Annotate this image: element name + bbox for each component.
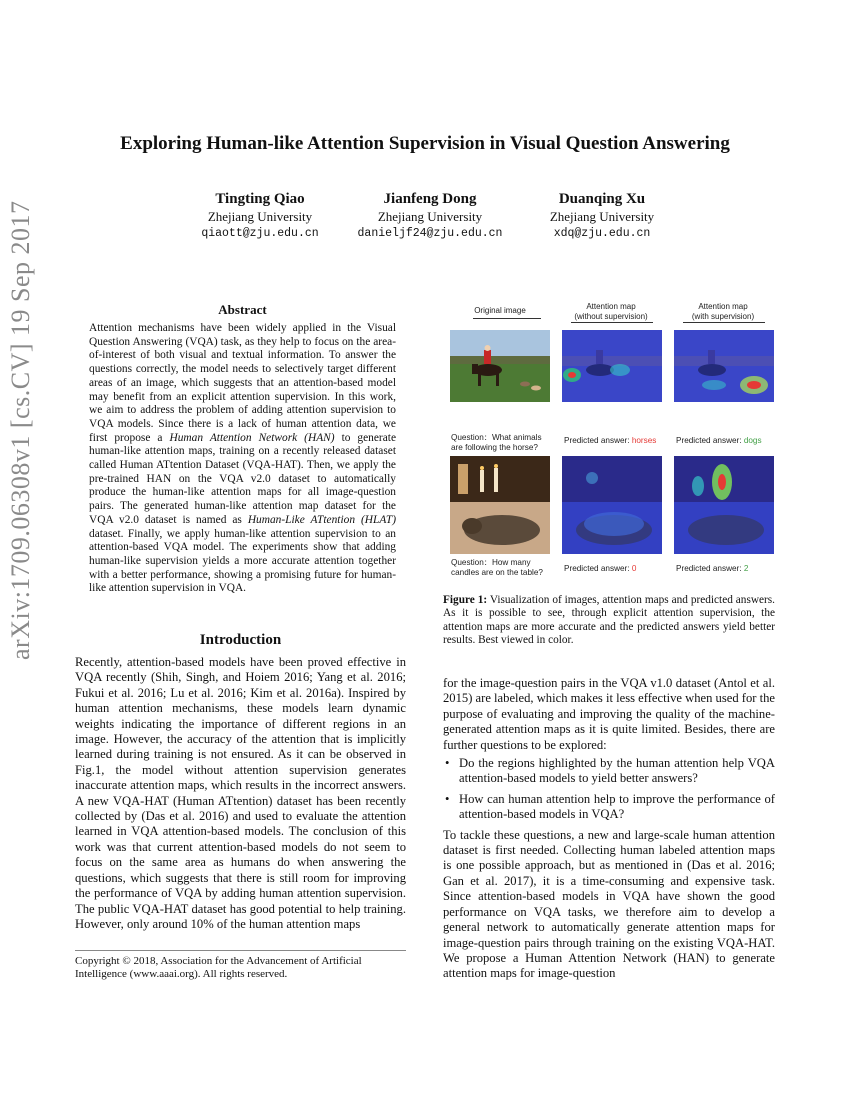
- author-email: qiaott@zju.edu.cn: [201, 227, 319, 240]
- attention-map-nosup-2: [562, 456, 662, 554]
- predicted-answer-sup: Predicted answer: 2: [676, 564, 749, 573]
- right-column-text: [443, 676, 775, 982]
- figure-1: [443, 296, 779, 586]
- predicted-answer-sup: Predicted answer: dogs: [676, 436, 762, 445]
- author-affiliation: Zhejiang University: [549, 209, 655, 224]
- author-name: Duanqing Xu: [558, 191, 646, 207]
- author-name: Tingting Qiao: [215, 191, 305, 207]
- abstract-text: Attention mechanisms have been widely applied in the Visual Question Answering (VQA) task, as they help to focus on the area-of-interest of both visual and textual information. To answer the questions correctly, the model needs to selectively target different areas of an image, which suggests that an attention-based model may benefit from an explicit attention supervision. In this work, we aim to address the problem of adding attention supervision to VQA models. Since there is a lack of human attention data, we first propose a Human Attention Network (HAN) to generate human-like attention maps, training on a recently released dataset called Human ATtention Dataset (VQA-HAT). Then, we apply the pre-trained HAN on the VQA v2.0 dataset to automatically produce the human-like attention maps for all image-question pairs. The generated human-like attention map dataset for the VQA v2.0 dataset is named as Human-Like ATtention (HLAT) dataset. Finally, we apply human-like attention supervision to an attention-based VQA model. The experiments show that adding human-like supervision yields a more accurate attention together with a better performance, showing a promising future for human-like attention supervision in VQA.: [89, 322, 396, 595]
- question-text: Question：What animals are following the horse?: [451, 433, 542, 452]
- author-affiliation: Zhejiang University: [207, 209, 313, 224]
- paper-title: Exploring Human-like Attention Supervision in Visual Question Answering: [120, 133, 730, 154]
- dog-table-image: [450, 456, 550, 554]
- figure-caption: Figure 1: Visualization of images, attention maps and predicted answers. As it is possible to see, through explicit attention supervision, the attention maps are more accurate and the predicted answers yield better results. Best viewed in color.: [443, 594, 775, 647]
- attention-map-nosup-1: [562, 330, 662, 402]
- author-block: [345, 190, 515, 242]
- author-email: danieljf24@zju.edu.cn: [357, 227, 503, 240]
- bullet-item: • Do the regions highlighted by the human attention help VQA attention-based models to yield better answers?: [443, 756, 775, 787]
- copyright-notice: Copyright © 2018, Association for the Advancement of Artificial Intelligence (www.aaai.org). All rights reserved.: [75, 950, 406, 981]
- attention-map-sup-1: [674, 330, 774, 402]
- col-header-sup: Attention map (with supervision): [691, 302, 755, 321]
- predicted-answer-nosup: Predicted answer: horses: [564, 436, 657, 445]
- col-header-nosup: Attention map (without supervision): [574, 302, 648, 321]
- predicted-answer-nosup: Predicted answer: 0: [564, 564, 637, 573]
- attention-map-sup-2: [674, 456, 774, 554]
- header-rule: [473, 318, 541, 319]
- header-rule: [571, 322, 653, 323]
- author-name: Jianfeng Dong: [383, 191, 477, 207]
- horse-rider-image: [450, 330, 550, 402]
- intro-text: Recently, attention-based models have been proved effective in VQA recently (Shih, Singh, and Hoiem 2016; Yang et al. 2016; Fukui et al. 2016; Lu et al. 2016; Kim et al. 2016a). Inspired by human attention mechanisms, these models learn dynamic weights indicating the importance of different regions in an image. However, the accuracy of the attention that is implicitly learned during training is not ensured. As it can be observed in Fig.1, the model without attention supervision generates inaccurate attention maps, which results in the incorrect answers. A new VQA-HAT (Human ATtention) dataset has been recently collected by (Das et al. 2016) and used to evaluate the attention learned in VQA attention-based models. The conclusion of this work was that current attention-based models do not seem to focus on the same area as humans do when answering the questions, which suggests that there is still room for improving the performance of VQA by adding human attention supervision. The public VQA-HAT dataset has good potential to help training. However, only around 10% of the human attention maps: [75, 655, 406, 931]
- col-header-original: Original image: [474, 306, 526, 315]
- question-text: Question：How many candles are on the table?: [451, 558, 543, 577]
- author-block: [522, 190, 682, 242]
- author-block: [180, 190, 340, 242]
- abstract-heading: Abstract: [218, 302, 267, 317]
- header-rule: [683, 322, 765, 323]
- arxiv-stamp: arXiv:1709.06308v1 [cs.CV] 19 Sep 2017: [6, 200, 35, 660]
- author-email: xdq@zju.edu.cn: [553, 227, 651, 240]
- bullet-item: • How can human attention help to improve the performance of attention-based models in VQA?: [443, 792, 775, 823]
- intro-heading: Introduction: [199, 632, 282, 648]
- paragraph: for the image-question pairs in the VQA v1.0 dataset (Antol et al. 2015) are labeled, which makes it less effective when used for the purpose of evaluating and improving the quality of the machine-generated attention maps as it is quite limited. Besides, there are further questions to be explored:: [443, 676, 775, 752]
- author-affiliation: Zhejiang University: [377, 209, 483, 224]
- paragraph: To tackle these questions, a new and large-scale human attention dataset is first needed. Collecting human labeled attention maps is one possible approach, but as mentioned in (Das et al. 2016; Gan et al. 2017), it is a time-consuming and expensive task. Since attention-based models in VQA have shown the good performance on VQA tasks, we therefore aim to develop a general network to automatically generate attention maps for image-question pairs through training on the existing VQA-HAT. We propose a Human Attention Network (HAN) to generate attention maps for image-question: [443, 827, 775, 981]
